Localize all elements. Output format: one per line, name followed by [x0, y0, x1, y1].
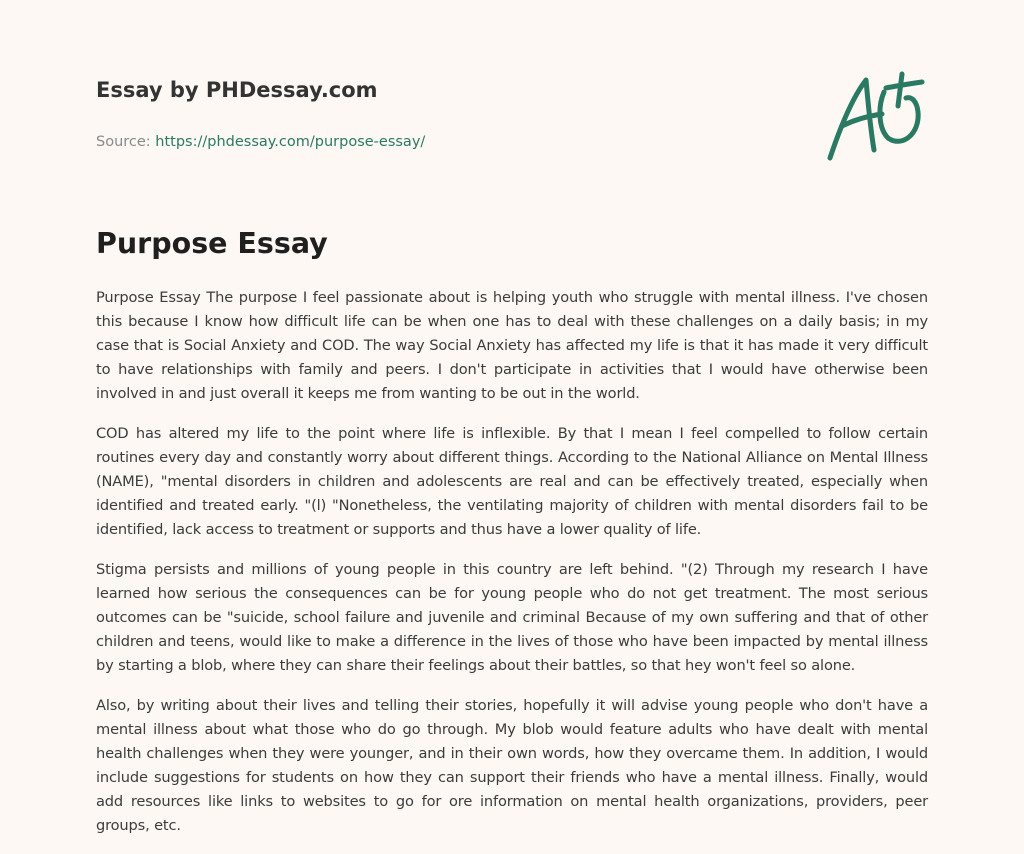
essay-body — [96, 286, 928, 854]
essay-paragraph: Stigma persists and millions of young people in this country are left behind. "(2) Through my research I have learned how serious the consequences can be for young people who do not get treatment. The most serious outcomes can be "suicide, school failure and juvenile and criminal Because of my own suffering and that of other children and teens, would like to make a difference in the lives of those who have been impacted by mental illness by starting a blob, where they can share their feelings about their battles, so that hey won't feel so alone. — [96, 561, 928, 674]
source-link[interactable]: https://phdessay.com/purpose-essay/ — [155, 134, 426, 150]
source-label: Source: — [96, 134, 151, 150]
site-title: Essay by PHDessay.com — [96, 78, 378, 102]
source-line — [96, 132, 716, 152]
essay-paragraph: COD has altered my life to the point where life is inflexible. By that I mean I feel compelled to follow certain routines every day and constantly worry about different things. According to the National Alliance on Mental Illness (NAME), "mental disorders in children and adolescents are real and can be effectively treated, especially when identified and treated early. "(l) "Nonetheless, the ventilating majority of children with mental disorders fail to be identified, lack access to treatment or supports and thus have a lower quality of life. — [96, 425, 928, 538]
essay-paragraph: Also, by writing about their lives and telling their stories, hopefully it will advise young people who don't have a mental illness about what those who do go through. My blob would feature adults who have dealt with mental health challenges when they were younger, and in their own words, how they overcame them. In addition, I would include suggestions for students on how they can support their friends who have a mental illness. Finally, would add resources like links to websites to go for ore information on mental health organizations, providers, peer groups, etc. — [96, 697, 928, 834]
a-plus-grade-icon — [822, 68, 926, 164]
essay-paragraph: Purpose Essay The purpose I feel passionate about is helping youth who struggle with mental illness. I've chosen this because I know how difficult life can be when one has to deal with these challenges on a daily basis; in my case that is Social Anxiety and COD. The way Social Anxiety has affected my life is that it has made it very difficult to have relationships with family and peers. I don't participate in activities that I would have otherwise been involved in and just overall it keeps me from wanting to be out in the world. — [96, 289, 928, 402]
page-header — [96, 76, 716, 152]
essay-title: Purpose Essay — [96, 227, 328, 260]
